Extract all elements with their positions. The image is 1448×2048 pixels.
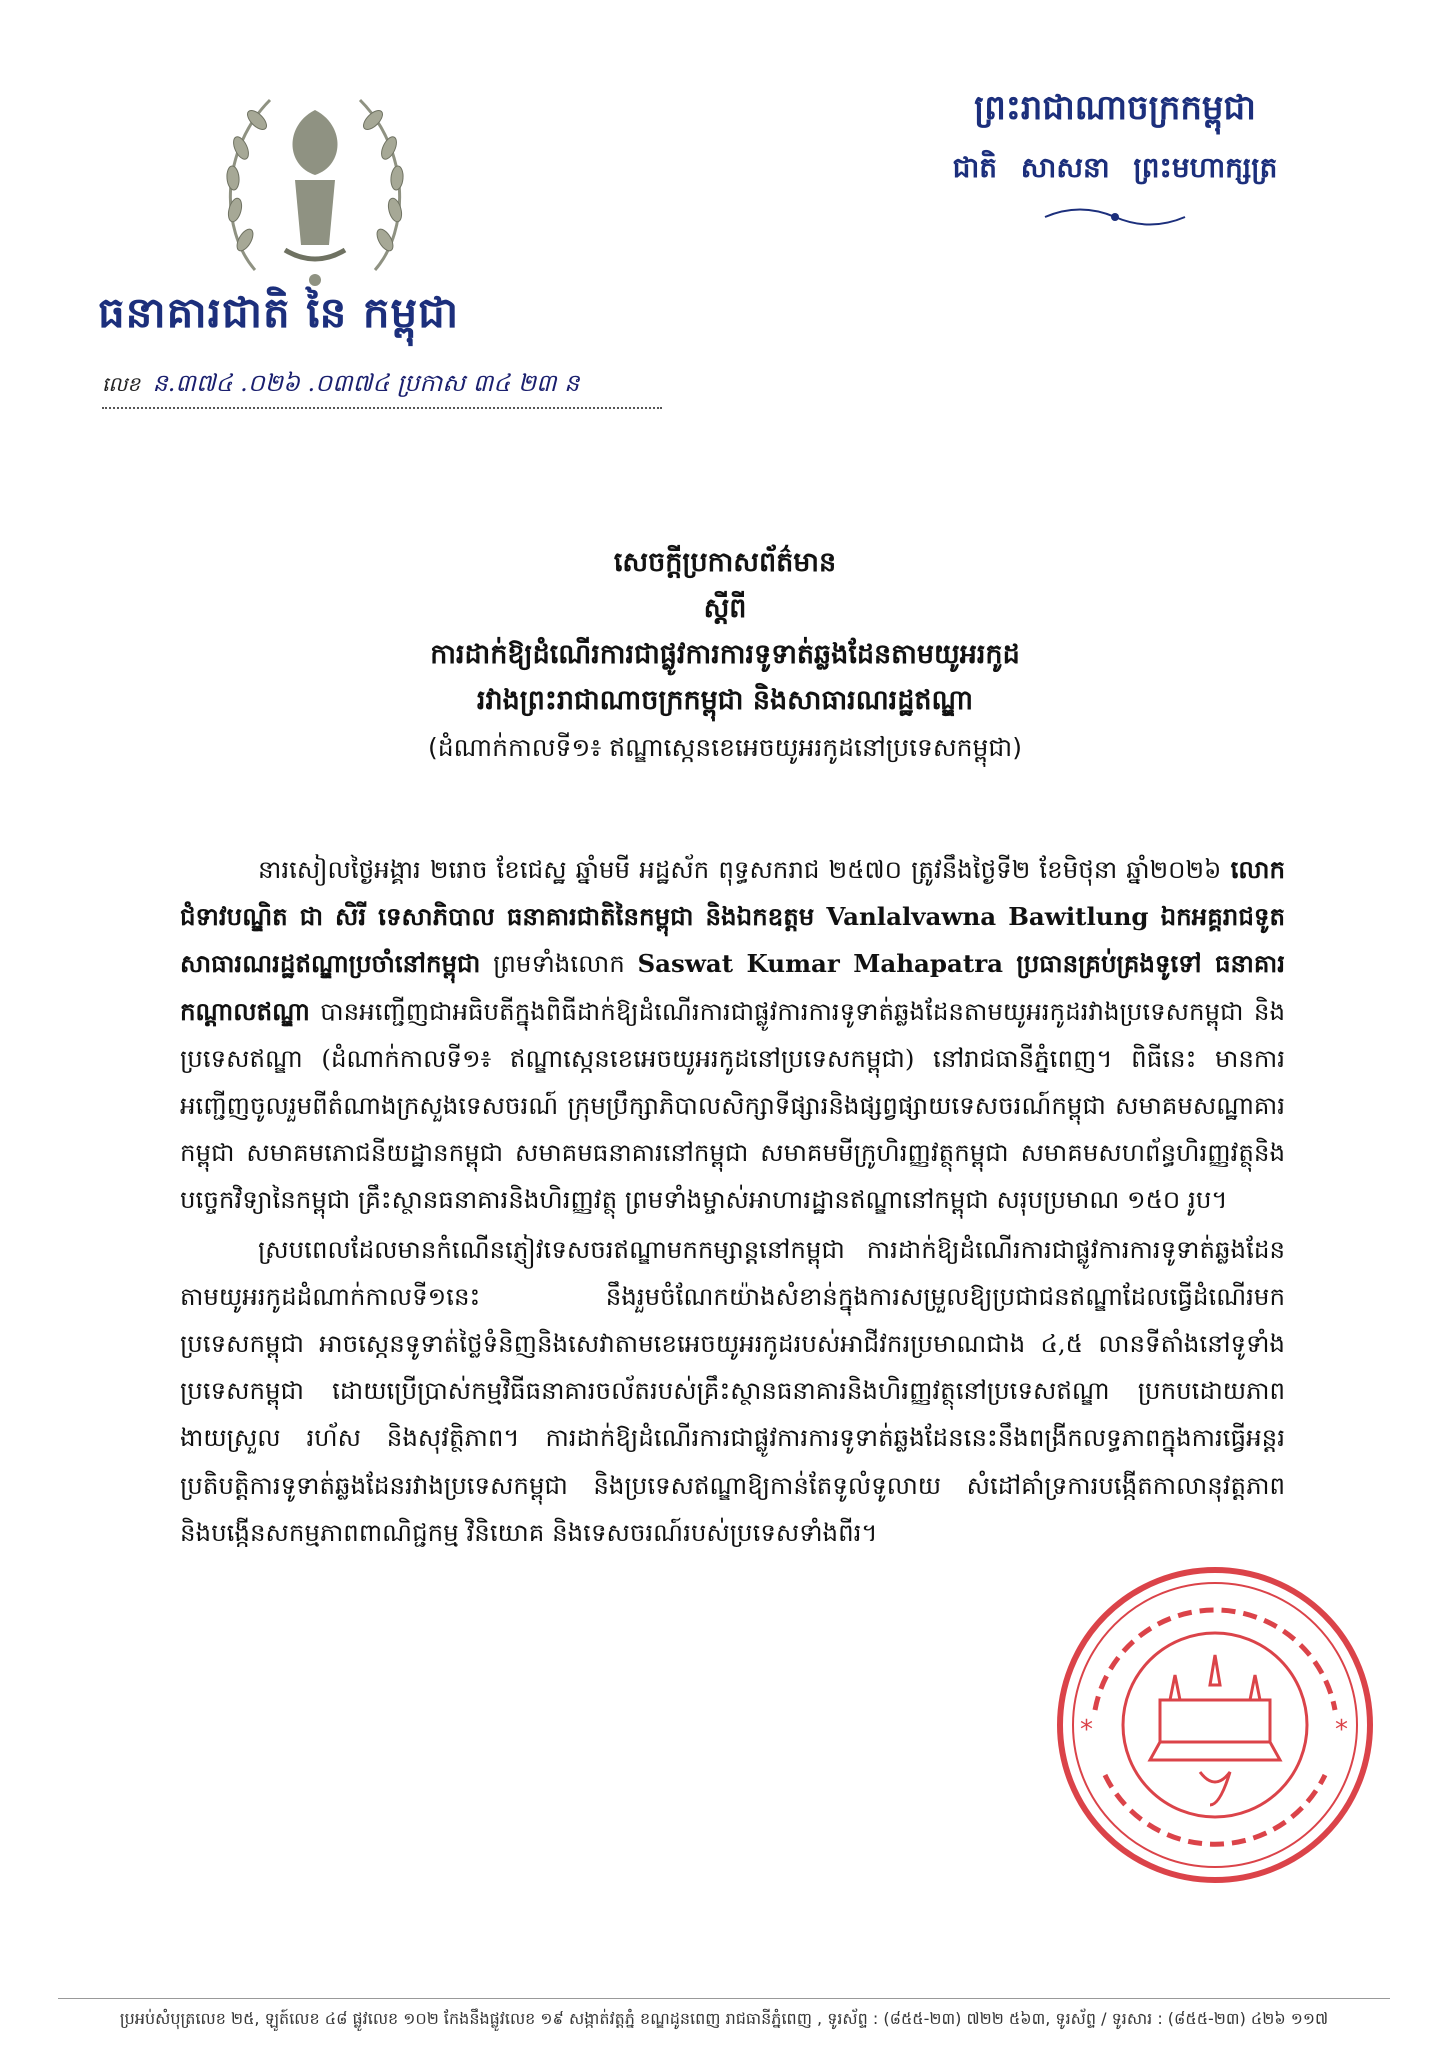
paragraph-1-rest: បានអញ្ជើញជាអធិបតីក្នុងពិធីដាក់ឱ្យដំណើរការជាផ្លូវការការទូទាត់ឆ្លងដែនតាមយូអរកូដរវាងប្រទេសកម្ពុជា និងប្រទេសឥណ្ឌា (ដំណាក់កាលទី១៖ ឥណ្ឌាស្កេនខេអេចយូអរកូដនៅប្រទេសកម្ពុជា) នៅរាជធានីភ្នំពេញ។ ពិធីនេះ មានការអញ្ជើញចូលរួមពីតំណាងក្រសួងទេសចរណ៍ ក្រុមប្រឹក្សាភិបាលសិក្សាទីផ្សារនិងផ្សព្វផ្សាយទេសចរណ៍កម្ពុជា សមាគមសណ្ឋាគារកម្ពុជា សមាគមភោជនីយដ្ឋានកម្ពុជា សមាគមធនាគារនៅកម្ពុជា សមាគមមីក្រូហិរញ្ញវត្ថុកម្ពុជា សមាគមសហព័ន្ធហិរញ្ញវត្ថុនិងបច្ចេកវិទ្យានៃកម្ពុជា គ្រឹះស្ថានធនាគារនិងហិរញ្ញវត្ថុ ព្រមទាំងម្ចាស់អាហារដ្ឋានឥណ្ឌានៅកម្ពុជា សរុបប្រមាណ ១៥០ រូប។ [180,996,1285,1215]
title-line-2: ស្ដីពី [703,593,747,624]
ornament-divider-icon [1040,202,1190,232]
body-paragraph-1 [180,846,1285,1224]
document-title [220,540,1230,772]
official-seal-stamp [1050,1560,1380,1890]
reference-label: លេខ [102,372,141,396]
title-line-4: រវាងព្រះរាជាណាចក្រកម្ពុជា និងសាធារណរដ្ឋឥណ្ឌា [476,685,974,716]
paragraph-1-dignitaries: លោកជំទាវបណ្ឌិត ជា សិរី ទេសាភិបាល ធនាគារជាតិនៃកម្ពុជា និងឯកឧត្តម Vanlalvawna Bawitlung ឯកអគ្គរាជទូតសាធារណរដ្ឋឥណ្ឌាប្រចាំនៅកម្ពុជា [180,855,1285,979]
title-line-1: សេចក្ដីប្រកាសព័ត៌មាន [613,547,837,578]
paragraph-1-connector: ព្រមទាំងលោក [480,949,638,979]
footer-divider [58,1998,1390,1999]
reference-value: ន.៣៧៤ .០២៦ .០៣៧៤ ប្រកាស ៣៤ ២៣ ន [152,369,580,397]
svg-text:*: * [1335,1715,1348,1745]
paragraph-1-npci-official: Saswat Kumar Mahapatra ប្រធានគ្រប់គ្រងទូទៅ ធនាគារកណ្ដាលឥណ្ឌា [180,949,1285,1026]
national-bank-emblem-icon [215,70,415,300]
national-motto: ជាតិ សាសនា ព្រះមហាក្សត្រ [952,151,1278,184]
footer-address: ប្រអប់សំបុត្រលេខ ២៥, ឡូត៍លេខ ៤៨ ផ្លូវលេខ ១០២ កែងនឹងផ្លូវលេខ ១៩ សង្កាត់វត្តភ្នំ ខណ្ឌដូនពេញ រាជធានីភ្នំពេញ , ទូរស័ព្ទ : (៨៥៥-២៣) ៧២២ ៥៦៣, ទូរស័ព្ទ / ទូរសារ : (៨៥៥-២៣) ៤២៦ ១១៧ [119,2009,1329,2028]
paragraph-1-intro: នារសៀលថ្ងៃអង្គារ ២រោច ខែជេស្ឋ ឆ្នាំមមី អដ្ឋស័ក ពុទ្ធសករាជ ២៥៧០ ត្រូវនឹងថ្ងៃទី២ ខែមិថុនា ឆ្នាំ២០២៦ [258,855,1231,884]
body-paragraph-2: ស្របពេលដែលមានកំណើនភ្ញៀវទេសចរឥណ្ឌាមកកម្សាន្តនៅកម្ពុជា ការដាក់ឱ្យដំណើរការជាផ្លូវការការទូទាត់ឆ្លងដែនតាមយូអរកូដដំណាក់កាលទី១នេះ នឹងរួមចំណែកយ៉ាងសំខាន់ក្នុងការសម្រួលឱ្យប្រជាជនឥណ្ឌាដែលធ្វើដំណើរមកប្រទេសកម្ពុជា អាចស្កេនទូទាត់ថ្លៃទំនិញនិងសេវាតាមខេអេចយូអរកូដរបស់អាជីវករប្រមាណជាង ៤,៥ លានទីតាំងនៅទូទាំងប្រទេសកម្ពុជា ដោយប្រើប្រាស់កម្មវិធីធនាគារចល័តរបស់គ្រឹះស្ថានធនាគារនិងហិរញ្ញវត្ថុនៅប្រទេសឥណ្ឌា ប្រកបដោយភាពងាយស្រួល រហ័ស និងសុវត្ថិភាព។ ការដាក់ឱ្យដំណើរការជាផ្លូវការការទូទាត់ឆ្លងដែននេះនឹងពង្រីកលទ្ធភាពក្នុងការធ្វើអន្តរប្រតិបត្តិការទូទាត់ឆ្លងដែនរវាងប្រទេសកម្ពុជា និងប្រទេសឥណ្ឌាឱ្យកាន់តែទូលំទូលាយ សំដៅគាំទ្រការបង្កើតកាលានុវត្តភាព និងបង្កើនសកម្មភាពពាណិជ្ជកម្ម វិនិយោគ និងទេសចរណ៍របស់ប្រទេសទាំងពីរ។ [180,1234,1285,1547]
reference-number [102,368,662,409]
bank-name: ធនាគារជាតិ នៃ កម្ពុជា [98,288,460,337]
title-line-3: ការដាក់ឱ្យដំណើរការជាផ្លូវការការទូទាត់ឆ្លងដែនតាមយូអរកូដ [430,639,1020,670]
title-line-5: (ដំណាក់កាលទី១៖ ឥណ្ឌាស្កេនខេអេចយូអរកូដនៅប្រទេសកម្ពុជា) [428,733,1022,762]
svg-text:*: * [1080,1715,1093,1745]
kingdom-heading: ព្រះរាជាណាចក្រកម្ពុជា [974,88,1256,128]
body-text [180,846,1285,1556]
